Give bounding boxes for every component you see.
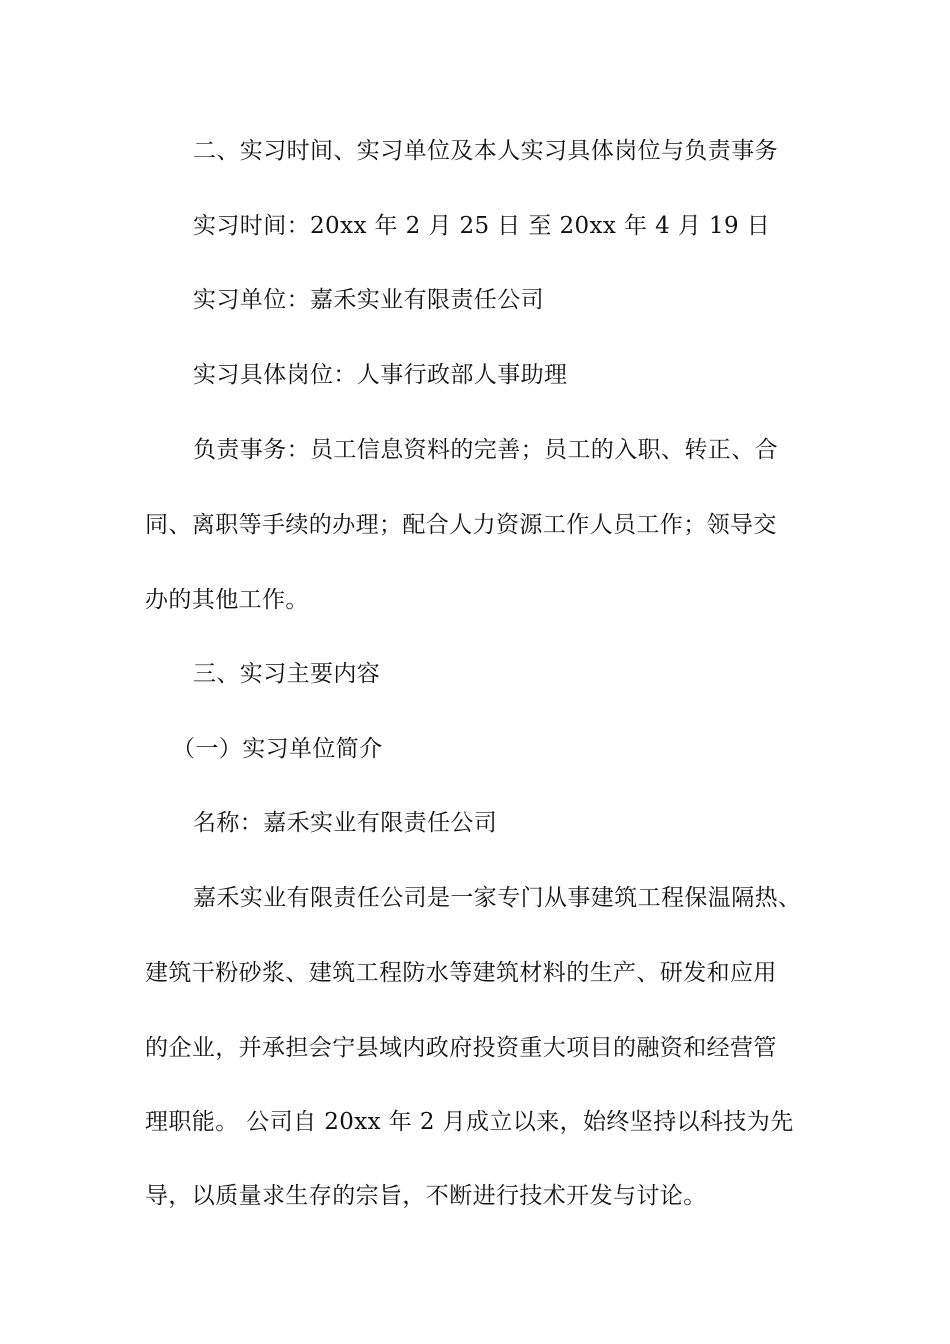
section-heading-2: 二、实习时间、实习单位及本人实习具体岗位与负责事务 bbox=[193, 138, 778, 164]
duties-line: 办的其他工作。 bbox=[145, 587, 309, 613]
company-intro-line: 导，以质量求生存的宗旨，不断进行技术开发与讨论。 bbox=[145, 1183, 707, 1209]
section-heading-3: 三、实习主要内容 bbox=[193, 661, 381, 687]
internship-unit: 实习单位：嘉禾实业有限责任公司 bbox=[193, 287, 544, 313]
company-intro-line: 理职能。 公司自 20xx 年 2 月成立以来，始终坚持以科技为先 bbox=[145, 1109, 794, 1135]
duties-line: 同、离职等手续的办理；配合人力资源工作人员工作；领导交 bbox=[145, 512, 777, 538]
company-intro-line: 建筑干粉砂浆、建筑工程防水等建筑材料的生产、研发和应用 bbox=[145, 960, 777, 986]
company-name: 名称：嘉禾实业有限责任公司 bbox=[193, 810, 498, 836]
company-intro-line: 的企业，并承担会宁县域内政府投资重大项目的融资和经营管 bbox=[145, 1035, 777, 1061]
subsection-heading-1: （一）实习单位简介 bbox=[172, 736, 383, 762]
duties-line: 负责事务：员工信息资料的完善；员工的入职、转正、合 bbox=[193, 437, 778, 463]
internship-position: 实习具体岗位：人事行政部人事助理 bbox=[193, 362, 568, 388]
internship-time: 实习时间：20xx 年 2 月 25 日 至 20xx 年 4 月 19 日 bbox=[193, 213, 771, 239]
company-intro-line: 嘉禾实业有限责任公司是一家专门从事建筑工程保温隔热、 bbox=[193, 885, 802, 911]
